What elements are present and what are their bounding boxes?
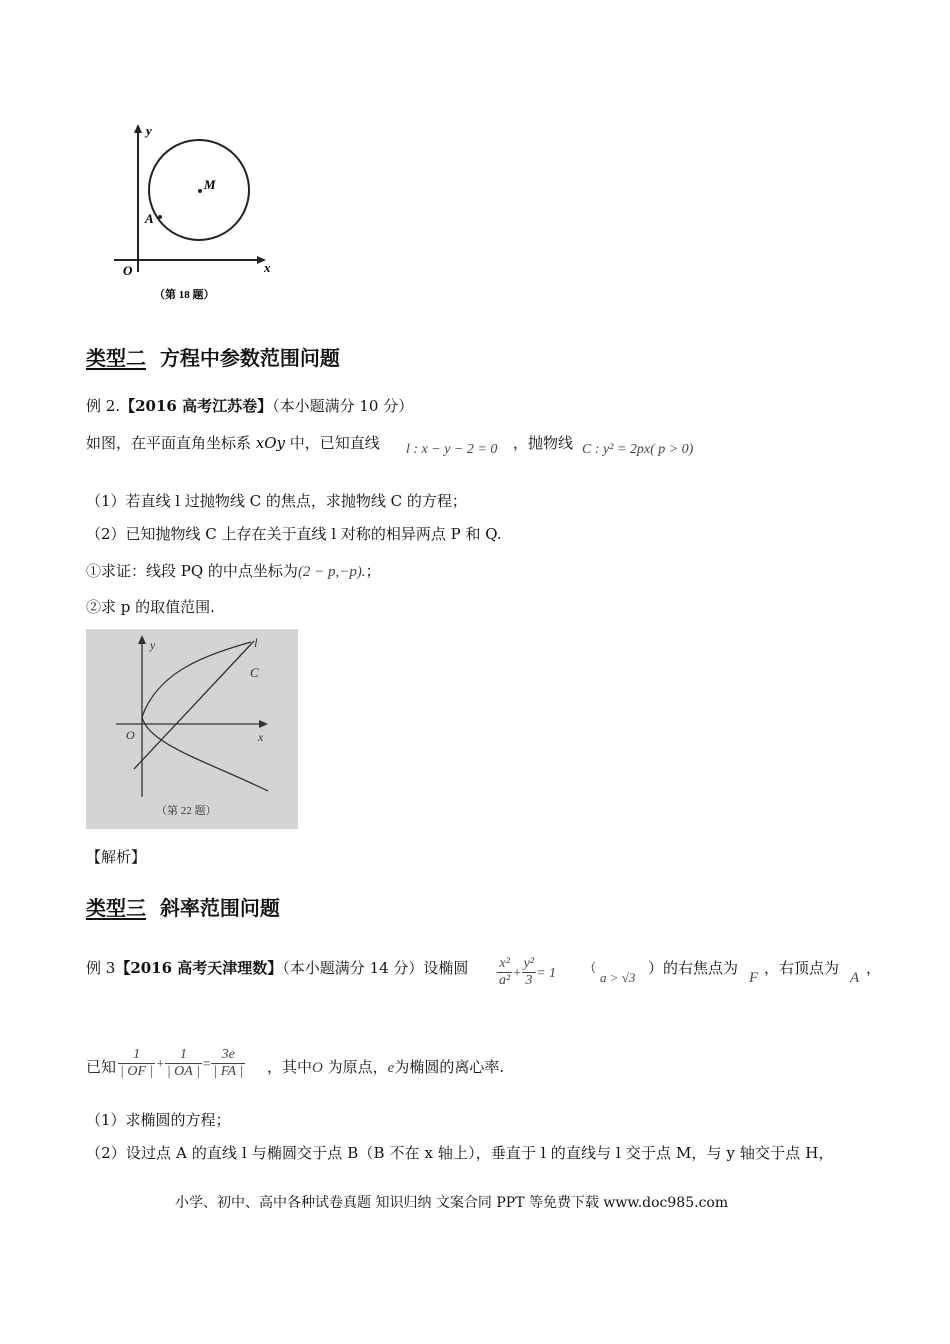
question-3-1: （1）求椭圆的方程； [86, 1111, 231, 1129]
condition: a > √3 [600, 970, 636, 985]
example-score: （本小题满分 14 分）设椭圆 [282, 959, 469, 977]
frac-num: 1 [165, 1047, 202, 1064]
frac-oa [165, 1047, 202, 1080]
section-heading-3 [86, 892, 280, 921]
frac-fa [211, 1047, 245, 1080]
example-prefix: 例 3 [86, 959, 116, 977]
example-score: （本小题满分 10 分） [272, 397, 414, 415]
frac-num: 3e [211, 1047, 245, 1064]
section-title: 方程中参数范围问题 [159, 346, 340, 370]
figure-caption: （第 22 题） [156, 805, 217, 817]
plus-sign: + [512, 966, 522, 981]
given-equation [118, 1047, 245, 1080]
parabola-equation: C : y² = 2px( p > 0) [582, 442, 694, 457]
origin-o: O [312, 1060, 323, 1076]
section-prefix: 类型三 [86, 896, 146, 920]
given-text [267, 1057, 504, 1078]
example-3-header [86, 958, 468, 978]
origin-label: O [126, 728, 135, 742]
given-label: 已知 [86, 1058, 117, 1076]
x-label: x [258, 730, 264, 744]
frac-x [497, 956, 512, 989]
plus-sign: + [155, 1057, 165, 1072]
given-text-d: 为椭圆的离心率. [394, 1058, 505, 1076]
a-label: A [145, 211, 154, 226]
frac-y [522, 956, 536, 989]
y-label: y [146, 123, 152, 138]
figure-caption: （第 18 题） [154, 289, 215, 301]
example-source: 【2016 高考天津理数】 [115, 959, 283, 977]
question-2a [86, 561, 381, 582]
focus-f: F [749, 970, 759, 986]
section-prefix: 类型二 [86, 346, 146, 370]
example-2-intro [86, 433, 380, 453]
q2a-text: ①求证：线段 PQ 的中点坐标为 [86, 562, 298, 580]
example-prefix: 例 2. [86, 397, 121, 415]
line-equation: l : x − y − 2 = 0 [406, 442, 498, 457]
frac-den: 3 [525, 973, 533, 988]
coord-system: xOy [255, 434, 286, 452]
y-axis-arrow [134, 124, 142, 133]
example-2-header [86, 396, 413, 416]
example-source: 【2016 高考江苏卷】 [120, 397, 273, 415]
y-label: y [150, 638, 156, 652]
intro-text: 中，已知直线 [285, 434, 380, 452]
equals-sign: = [201, 1057, 212, 1072]
frac-den: | FA | [213, 1064, 244, 1079]
point-m-dot [198, 189, 202, 193]
frac-den: a² [499, 973, 511, 988]
section-heading-2 [86, 342, 340, 371]
cond-close: ）的右焦点为 [648, 959, 739, 977]
figure-background [86, 629, 298, 829]
figure-parabola [86, 629, 298, 829]
frac-den: | OF | [120, 1064, 154, 1079]
eccentricity-e: e [387, 1060, 395, 1076]
frac-num: 1 [118, 1047, 155, 1064]
frac-den: | OA | [166, 1064, 200, 1079]
analysis-label: 【解析】 [86, 848, 147, 866]
vertex-a: A [850, 970, 860, 986]
origin-label: O [123, 263, 133, 278]
c-label: C [250, 665, 259, 680]
q2a-suffix: ； [365, 562, 381, 580]
comma: ， [866, 959, 882, 977]
question-2b: ②求 p 的取值范围. [86, 598, 215, 616]
intro-text: 如图，在平面直角坐标系 [86, 434, 256, 452]
section-title: 斜率范围问题 [159, 896, 280, 920]
l-label: l [254, 635, 258, 650]
given-text-c: 为原点， [322, 1058, 388, 1076]
frac-num: y² [523, 956, 535, 971]
vertex-text: ，右顶点为 [764, 959, 840, 977]
frac-num: x² [497, 956, 512, 973]
given-text-b: ，其中 [267, 1058, 313, 1076]
point-a-dot [158, 215, 162, 219]
question-2: （2）已知抛物线 C 上存在关于直线 l 对称的相异两点 P 和 Q. [86, 525, 502, 543]
x-label: x [264, 260, 271, 275]
question-3-2: （2）设过点 A 的直线 l 与椭圆交于点 B（B 不在 x 轴上），垂直于 l 的直线与 l 交于点 M，与 y 轴交于点 H， [86, 1144, 834, 1162]
figure-circle [110, 120, 290, 310]
page-footer: 小学、初中、高中各种试卷真题 知识归纳 文案合同 PPT 等免费下载 www.doc985.com [175, 1195, 729, 1211]
equals-one: = 1 [536, 966, 557, 981]
midpoint-coord: (2 − p,−p). [297, 564, 366, 580]
m-label: M [204, 177, 216, 192]
ellipse-equation [497, 956, 556, 989]
frac-of [118, 1047, 155, 1080]
intro-text-c: ，抛物线 [513, 434, 574, 452]
question-1: （1）若直线 l 过抛物线 C 的焦点，求抛物线 C 的方程； [86, 492, 467, 510]
cond-open: （ [584, 961, 597, 975]
